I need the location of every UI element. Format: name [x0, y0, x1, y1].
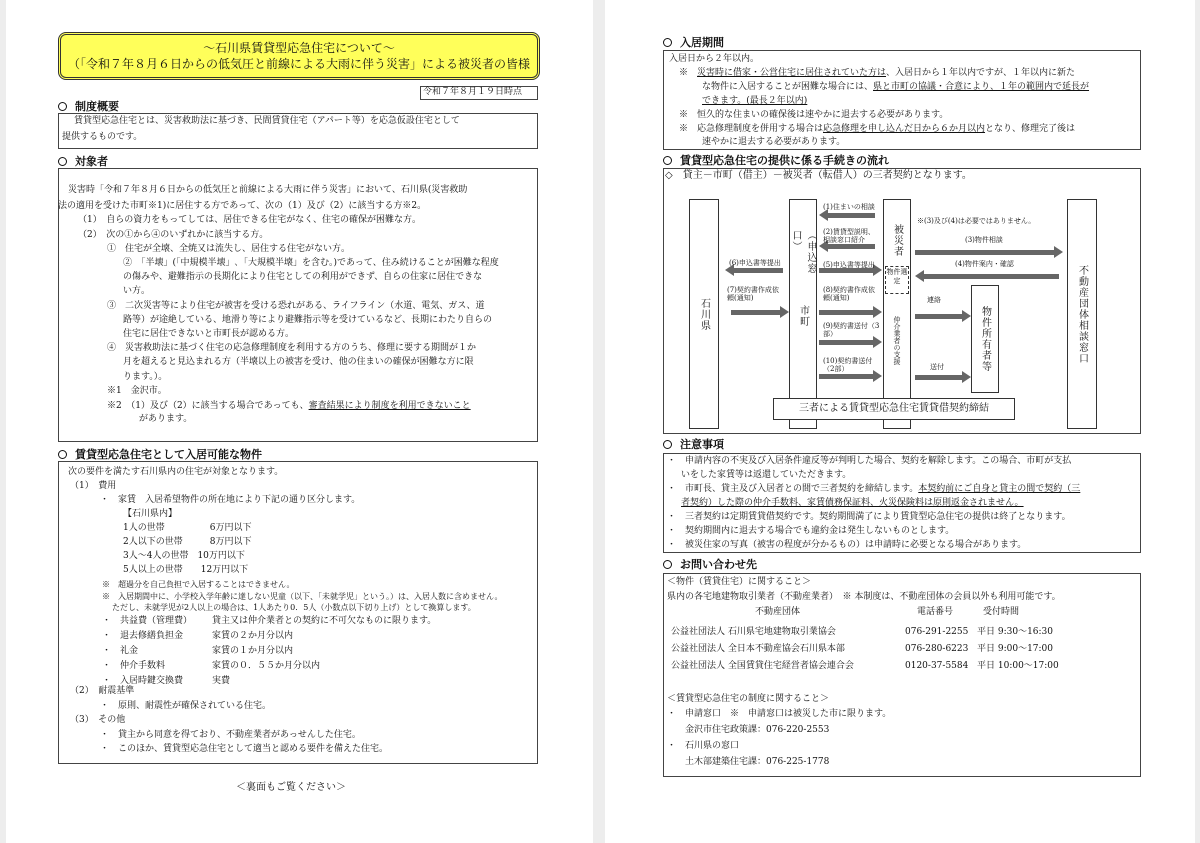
contact-hours: 平日 9:00～17:00 [977, 644, 1054, 654]
contact-org: 公益社団法人 全国賃貸住宅経営者協会連合会 [671, 661, 854, 671]
period-note-4: ※ 恒久的な住まいの確保後は速やかに退去する必要があります。 [679, 110, 949, 120]
overview-line-2: 提供するものです。 [62, 132, 143, 142]
period-note-5: ※ 応急修理制度を併用する場合は応急修理を申し込んだ日から６か月以内となり、修理完了後は [679, 124, 1076, 134]
notes-line-2: いをした家賃等は返還していただきます。 [681, 470, 852, 480]
eligibility-line: の傷みや、避難指示の長期化により住宅としての利用ができず、自らの住家に居住できな [123, 272, 483, 283]
property-line: 3人～4人の世帯 10万円以下 [123, 551, 245, 561]
fee-value: 家賃の１か月分以内 [212, 646, 294, 656]
property-tail: （2） 耐震基準 [70, 686, 135, 696]
procedure-subtitle: ◇ 貸主－市町（借主）－被災者（転借人）の三者契約となります。 [665, 170, 972, 181]
title-line-2: （「令和７年８月６日からの低気圧と前線による大雨に伴う災害」による被災者の皆様 [67, 57, 530, 72]
contact-window: ・ 申請窓口 ※ 申請窓口は被災した市に限ります。 [667, 709, 892, 719]
eligibility-line: い方。 [123, 286, 151, 297]
eligibility-line: （2） 次の①から④のいずれかに該当する方。 [78, 229, 269, 240]
eligibility-line: ③ 二次災害等により住宅が被害を受ける恐れがある、ライフライン（水道、電気、ガス、道 [107, 300, 485, 311]
fee-value: 貸主又は仲介業者との契約に不可欠なものに限ります。 [212, 616, 437, 626]
contact-org: 公益社団法人 石川県宅地建物取引業協会 [671, 627, 836, 637]
flow-estate-office: 不動産団体相談窓口 [1067, 199, 1097, 429]
period-line-1: 入居日から２年以内。 [669, 54, 760, 64]
flow-agent-support: 仲介業者の支援 [893, 315, 901, 365]
property-note: ただし、未就学児が2人以上の場合は、1人あたり0．5人（小数点以下切り上げ）として換算します。 [112, 603, 476, 612]
notes-line-4: 者契約）した際の仲介手数料、家賃債務保証料、火災保険料は原則返金されません。 [681, 498, 1024, 508]
fee-name: ・ 入居時鍵交換費 [102, 676, 184, 686]
page-front [6, 0, 593, 843]
section-title-contact: お問い合わせ先 [680, 558, 757, 571]
contact-org: 公益社団法人 全日本不動産協会石川県本部 [671, 644, 845, 654]
contact-property-heading: ＜物件（賃貸住宅）に関すること＞ [667, 577, 812, 587]
flow-step-label: (10)契約書送付（2部） [823, 357, 873, 373]
section-title-overview: 制度概要 [75, 100, 119, 113]
flow-step-label: 連絡 [927, 296, 941, 304]
contact-phone: 0120-37-5584 [905, 661, 969, 671]
period-note-2: な物件に入居することが困難な場合には、県と市町の協議・合意により、１年の範囲内で延長が [702, 82, 1090, 92]
eligibility-line: 法の適用を受けた市町※1)に居住する方であって、次の（1）及び（2）に該当する方※2。 [58, 201, 427, 212]
property-line: 【石川県内】 [123, 509, 178, 519]
eligibility-note-2: ※2 （1）及び（2）に該当する場合であっても、審査結果により制度を利用できないこと [107, 401, 471, 411]
fee-name: ・ 仲介手数料 [102, 661, 166, 671]
fee-value: 家賃の２か月分以内 [212, 631, 294, 641]
fee-name: ・ 礼金 [102, 646, 139, 656]
flow-step-label: (1)住まいの相談 [823, 203, 875, 211]
property-tail: ・ このほか、賃貸型応急住宅として適当と認める要件を備えた住宅。 [100, 744, 389, 754]
contact-hours: 平日 9:30～16:30 [977, 627, 1054, 637]
flow-step-label: ※(3)及び(4)は必要ではありません。 [917, 217, 1036, 225]
contact-pref-dept: 土木部建築住宅課：076-225-1778 [685, 757, 830, 767]
property-tail: （3） その他 [70, 715, 126, 725]
property-line: 2人以下の世帯 8万円以下 [123, 537, 252, 547]
contact-phone: 076-280-6223 [905, 644, 969, 654]
section-title-eligibility: 対象者 [75, 155, 108, 168]
eligibility-line: ります。）。 [123, 371, 168, 382]
flow-step-label: (8)契約書作成依頼(通知) [823, 286, 875, 302]
flow-step-label: 送付 [930, 363, 944, 371]
flow-city-window: （申込窓口） [790, 230, 816, 274]
page-back [605, 0, 1195, 843]
notes-line-6: ・ 契約期間内に退去する場合でも違約金は発生しないものとします。 [667, 526, 955, 536]
flow-owner: 物件所有者等 [971, 285, 999, 393]
section-title-procedure: 賃貸型応急住宅の提供に係る手続きの流れ [680, 154, 889, 167]
property-note: ※ 超過分を自己負担で入居することはできません。 [102, 580, 295, 589]
property-line: ・ 家賃 入居希望物件の所在地により下記の通り区分します。 [100, 495, 361, 505]
flow-city: 市町 [797, 305, 809, 327]
property-note: ※ 入居期間中に、小学校入学年齢に達しない児童（以下、「未就学児」という。）は、入居人数に含めません。 [102, 591, 503, 601]
contact-phone: 076-291-2255 [905, 627, 969, 637]
contact-header-hours: 受付時間 [983, 607, 1020, 617]
notes-line-7: ・ 被災住家の写真（被害の程度が分かるもの）は申請時に必要となる場合があります。 [667, 540, 1027, 550]
fee-value: 実費 [212, 676, 231, 686]
contact-kanazawa: 金沢市住宅政策課：076-220-2553 [685, 725, 830, 735]
eligibility-line: 路等）が途絶している、地滑り等により避難指示等を受けているなど、長期にわたり自らの [123, 314, 493, 325]
contact-header-org: 不動産団体 [755, 607, 801, 617]
eligibility-line: ④ 災害救助法に基づく住宅の応急修理制度を利用する方のうち、修理に要する期間が１か [107, 343, 477, 354]
property-line: 次の要件を満たす石川県内の住宅が対象となります。 [68, 467, 284, 477]
property-tail: ・ 原則、耐震性が確保されている住宅。 [100, 700, 272, 711]
flow-step-label: (2)賃貸型説明、相談窓口紹介 [823, 228, 875, 244]
flow-step-label: (7)契約書作成依頼(通知) [727, 286, 779, 302]
flow-step-label: (9)契約書送付（3部） [823, 322, 880, 338]
period-note-6: 速やかに退去する必要があります。 [702, 137, 846, 147]
eligibility-note-2-end: があります。 [139, 414, 193, 424]
eligibility-line: （1） 自らの資力をもってしては、居住できる住宅がなく、住宅の確保が困難な方。 [78, 215, 422, 226]
eligibility-line: 災害時「令和７年８月６日からの低気圧と前線による大雨に伴う災害」において、石川県(災害救助 [68, 185, 468, 195]
notes-line-5: ・ 三者契約は定期賃貸借契約です。契約期間満了により賃貸型応急住宅の提供は終了となります。 [667, 512, 1071, 522]
document-title [58, 32, 540, 80]
flow-step-label: (6)申込書等提出 [729, 259, 781, 267]
eligibility-line: 住宅に居住できないと市町長が認める方。 [123, 329, 295, 339]
flow-city-box [789, 199, 817, 429]
flow-contract: 三者による賃貸型応急住宅賃貸借契約締結 [773, 398, 1015, 420]
fee-value: 家賃の０．５５か月分以内 [212, 661, 321, 671]
overview-line-1: 賃貸型応急住宅とは、災害救助法に基づき、民間賃貸住宅（アパート等）を応急仮設住宅として [74, 116, 460, 126]
flow-victim-box [883, 199, 911, 429]
fee-name: ・ 退去修繕負担金 [102, 631, 184, 641]
period-note-3: できます。(最長２年以内) [702, 96, 808, 106]
eligibility-line: ※1 金沢市。 [107, 385, 167, 396]
notes-line-1: ・ 申請内容の不実及び入居条件違反等が判明した場合、契約を解除します。この場合、市町が支払 [667, 456, 1072, 466]
contact-hours: 平日 10:00～17:00 [977, 661, 1059, 671]
section-title-notes: 注意事項 [680, 438, 724, 451]
contact-property-note: 県内の各宅地建物取引業者（不動産業者） ※ 本制度は、不動産団体の会員以外も利用可能です。 [667, 592, 1061, 602]
property-line: 1人の世帯 6万円以下 [123, 523, 252, 533]
flow-step-label: (4)物件案内・確認 [955, 260, 1014, 268]
title-line-1: ～石川県賃貸型応急住宅について～ [203, 41, 395, 55]
contact-system-heading: ＜賃貸型応急住宅の制度に関すること＞ [667, 694, 830, 704]
section-title-property: 賃貸型応急住宅として入居可能な物件 [75, 448, 262, 461]
flow-prefecture: 石川県 [689, 199, 719, 429]
property-line: 5人以上の世帯 12万円以下 [123, 565, 249, 575]
contact-pref-window: ・ 石川県の窓口 [667, 741, 740, 751]
as-of-date: 令和７年８月１９日時点 [423, 87, 523, 97]
flow-victim: 被災者 [891, 224, 903, 257]
fee-name: ・ 共益費（管理費） [102, 616, 193, 626]
flow-step-label: (3)物件相談 [965, 236, 1003, 244]
eligibility-line: ① 住宅が全壊、全焼又は流失し、居住する住宅がない方。 [107, 243, 351, 254]
eligibility-line: 月を超えると見込まれる方（半壊以上の被害を受け、他の住まいの確保が困難な方に限 [123, 357, 474, 368]
notes-line-3: ・ 市町長、貸主及び入居者との間で三者契約を締結します。本契約前にご自身と貸主の間で契約（三 [667, 484, 1081, 494]
section-title-period: 入居期間 [680, 36, 724, 49]
footer-note: ＜裏面もご覧ください＞ [236, 782, 346, 793]
flow-property-selection: 物件選定 [885, 266, 909, 294]
period-note-1: ※ 災害時に借家・公営住宅に居住されていた方は、入居日から１年以内ですが、１年以内に新た [679, 68, 1076, 78]
eligibility-line: ② 「半壊」(「中規模半壊」､「大規模半壊」を含む｡)であって、住み続けることが困難な程度 [123, 258, 499, 268]
contact-header-phone: 電話番号 [917, 607, 954, 617]
property-line: （1） 費用 [70, 481, 117, 491]
property-tail: ・ 貸主から同意を得ており、不動産業者があっせんした住宅。 [100, 729, 361, 740]
flow-step-label: (5)申込書等提出 [823, 261, 875, 269]
